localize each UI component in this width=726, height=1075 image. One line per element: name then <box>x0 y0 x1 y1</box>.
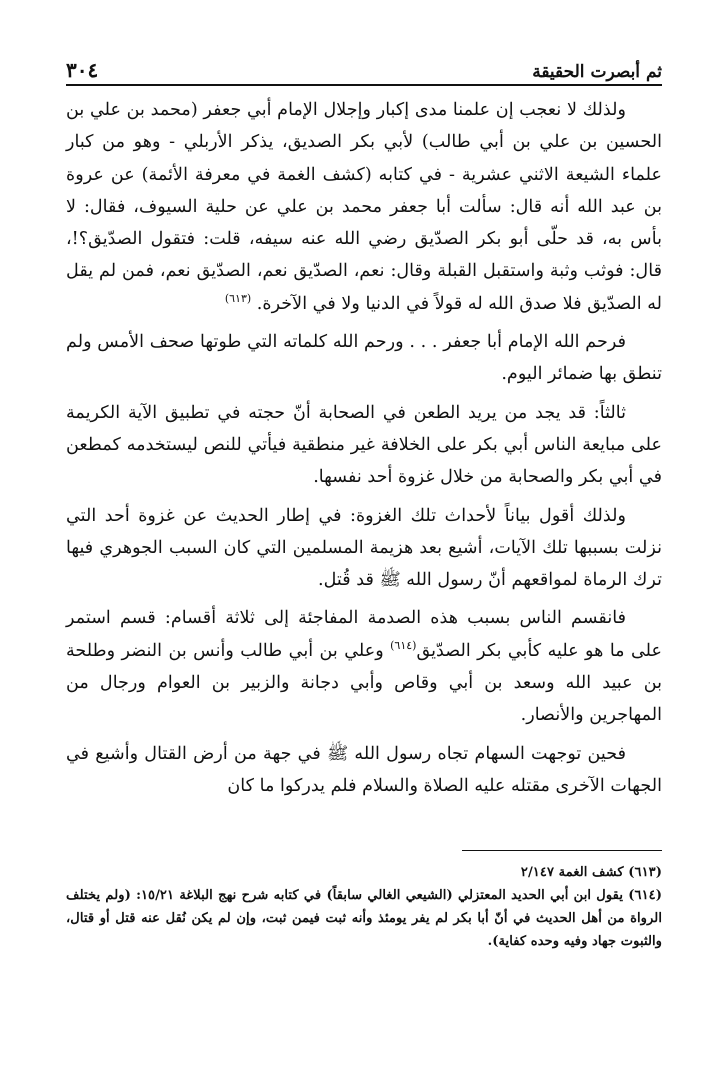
footnote-ref: (٦١٣) <box>224 291 252 305</box>
footnote: (٦١٤) يقول ابن أبي الحديد المعتزلي (الشيعي الغالي سابقاً) في كتابه شرح نهج البلاغة ١٥/٢١: (ولم يختلف الرواة من أهل الحديث في أنّ أبا بكر لم يفر يومئذ وأنه ثبت فيمن ثبت، وإن لم يكن نُقل عنه قتل أو قتال، والثبوت جهاد وفيه وحده كفاية). <box>66 888 662 949</box>
page-number: ٣٠٤ <box>66 58 99 82</box>
footnotes <box>66 850 662 953</box>
paragraph <box>66 602 662 731</box>
paragraph-text: فرحم الله الإمام أبا جعفر . . . ورحم الله كلماته التي طوتها صحف الأمس ولم تنطق بها ضمائر اليوم. <box>66 332 662 385</box>
paragraph <box>66 397 662 494</box>
running-title: ثم أبصرت الحقيقة <box>532 62 662 82</box>
paragraph <box>66 326 662 391</box>
footnote-divider <box>462 850 662 851</box>
footnote: (٦١٣) كشف الغمة ٢/١٤٧ <box>520 865 662 880</box>
paragraph-text: فحين توجهت السهام تجاه رسول الله ﷺ في جهة من أرض القتال وأشيع في الجهات الآخرى مقتله عليه الصلاة والسلام فلم يدركوا ما كان <box>66 743 662 796</box>
paragraph-text: ثالثاً: قد يجد من يريد الطعن في الصحابة أنّ حجته في تطبيق الآية الكريمة على مبايعة الناس أبي بكر على الخلافة غير منطقية فيأتي للنص ليستخدمه كمطعن في أبي بكر والصحابة من خلال غزوة أحد نفسها. <box>66 402 662 488</box>
footnote-ref: (٦١٤) <box>390 638 417 652</box>
page-header <box>66 52 662 86</box>
paragraph <box>66 500 662 597</box>
paragraph-text-continued: وعلي بن أبي طالب وأنس بن النضر وطلحة بن عبيد الله وسعد بن أبي وقاص وأبي دجانة والزبير بن العوام ورجال من المهاجرين والأنصار. <box>66 640 662 726</box>
paragraph-text: ولذلك أقول بياناً لأحداث تلك الغزوة: في إطار الحديث عن غزوة أحد التي نزلت بسببها تلك الآيات، أشيع بعد هزيمة المسلمين التي كان السبب الجوهري فيها ترك الرماة لمواقعهم أنّ رسول الله ﷺ قد قُتل. <box>66 505 662 591</box>
paragraph <box>66 94 662 320</box>
book-page <box>66 52 662 949</box>
paragraph <box>66 738 662 803</box>
paragraph-text: ولذلك لا نعجب إن علمنا مدى إكبار وإجلال الإمام أبي جعفر (محمد بن علي بن الحسين بن علي بن أبي طالب) لأبي بكر الصديق، يذكر الأربلي - وهو من كبار علماء الشيعة الاثني عشرية - في كتابه (كشف الغمة في معرفة الأئمة) عن عروة بن عبد الله أنه قال: سألت أبا جعفر محمد بن علي عن حلية السيوف، فقال: لا بأس به، قد حلّى أبو بكر الصدّيق رضي الله عنه سيفه، قلت: فتقول الصدّيق؟!، قال: فوثب وثبة واستقبل القبلة وقال: نعم، الصدّيق نعم، الصدّيق نعم، فمن لم يقل له الصدّيق فلا صدق الله له قولاً في الدنيا ولا في الآخرة. <box>66 100 662 314</box>
page-body <box>66 94 662 802</box>
paragraph-text: فانقسم الناس بسبب هذه الصدمة المفاجئة إلى ثلاثة أقسام: قسم استمر على ما هو عليه كأبي بكر الصدّيق <box>66 608 662 661</box>
